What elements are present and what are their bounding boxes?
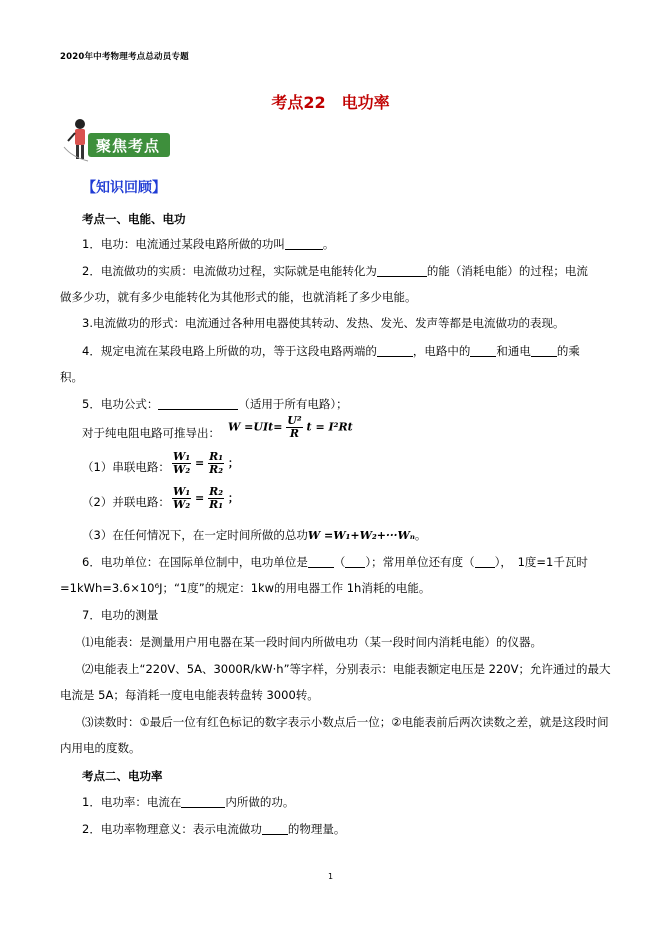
line-4b: 积。 [60,370,83,384]
line-5b: 对于纯电阻电路可推导出： [82,426,220,440]
section-heading: 【知识回顾】 [82,180,166,196]
banner-label: 聚焦考点 [96,137,161,155]
line-7-1: ⑴电能表：是测量用户用电器在某一段时间内所做电功（某一段时间内消耗电能）的仪器。 [82,635,542,649]
formula-series: $\frac{\text{W₁}}{\text{W₂}}$ = $\frac{\text{R₁}}{\text{R₂}}$ ； [173,450,239,476]
formula-total: W =W₁+W₂+···Wₙ [307,529,415,542]
line-7-2b: 电流是 5A；每消耗一度电电能表转盘转 3000转。 [60,688,319,702]
line-4a: 4．规定电流在某段电路上所做的功，等于这段电路两端的 ，电路中的 和通电 的乘 [82,344,580,358]
page-header: 2020年中考物理考点总动员专题 [60,52,189,62]
line-2a: 2．电流做功的实质：电流做功过程，实际就是电能转化为 的能（消耗电能）的过程；电流 [82,264,588,278]
line-7-2a: ⑵电能表上“220V、5A、3000R/kW·h”等字样，分别表示：电能表额定电压是 220V；允许通过的最大 [82,662,611,676]
formula-parallel: $\frac{\text{W₁}}{\text{W₂}}$ = $\frac{\text{R₂}}{\text{R₁}}$ ； [173,485,239,511]
formula-work: W =UIt= $\frac{\text{U²}}{R}$ t = I²Rt [228,414,353,440]
page-title: 考点22 电功率 [271,93,390,112]
line-6b: =1kWh=3.6×10⁶J；“1度”的规定：1kw的用电器工作 1h消耗的电能。 [60,581,431,595]
series-circuit-line: （1）串联电路： [82,460,170,474]
line-3: 3.电流做功的形式：电流通过各种用电器使其转动、发热、发光、发声等都是电流做功的表现。 [82,316,565,330]
line-1: 1．电功：电流通过某段电路所做的功叫 。 [82,237,335,251]
line-p2: 2．电功率物理意义：表示电流做功 的物理量。 [82,822,346,836]
line-7-3b: 内用电的度数。 [60,741,141,755]
line-s3: （3）在任何情况下，在一定时间所做的总功W =W₁+W₂+···Wₙ。 [82,528,427,542]
line-7: 7．电功的测量 [82,608,159,622]
topic-two-title: 考点二、电功率 [82,769,163,783]
page-number: 1 [327,872,334,881]
line-p1: 1．电功率：电流在 内所做的功。 [82,795,295,809]
focus-banner [60,117,170,163]
line-5: 5．电功公式： （适用于所有电路）； [82,397,348,411]
line-6a: 6．电功单位：在国际单位制中，电功单位是 （ ）；常用单位还有度（ ）， 1度=1千瓦时 [82,555,588,569]
parallel-circuit-line: （2）并联电路： [82,495,170,509]
topic-one-title: 考点一、电能、电功 [82,212,186,226]
line-7-3a: ⑶读数时：①最后一位有红色标记的数字表示小数点后一位；②电能表前后两次读数之差，就是这段时间 [82,715,609,729]
line-2b: 做多少功，就有多少电能转化为其他形式的能，也就消耗了多少电能。 [60,290,417,304]
